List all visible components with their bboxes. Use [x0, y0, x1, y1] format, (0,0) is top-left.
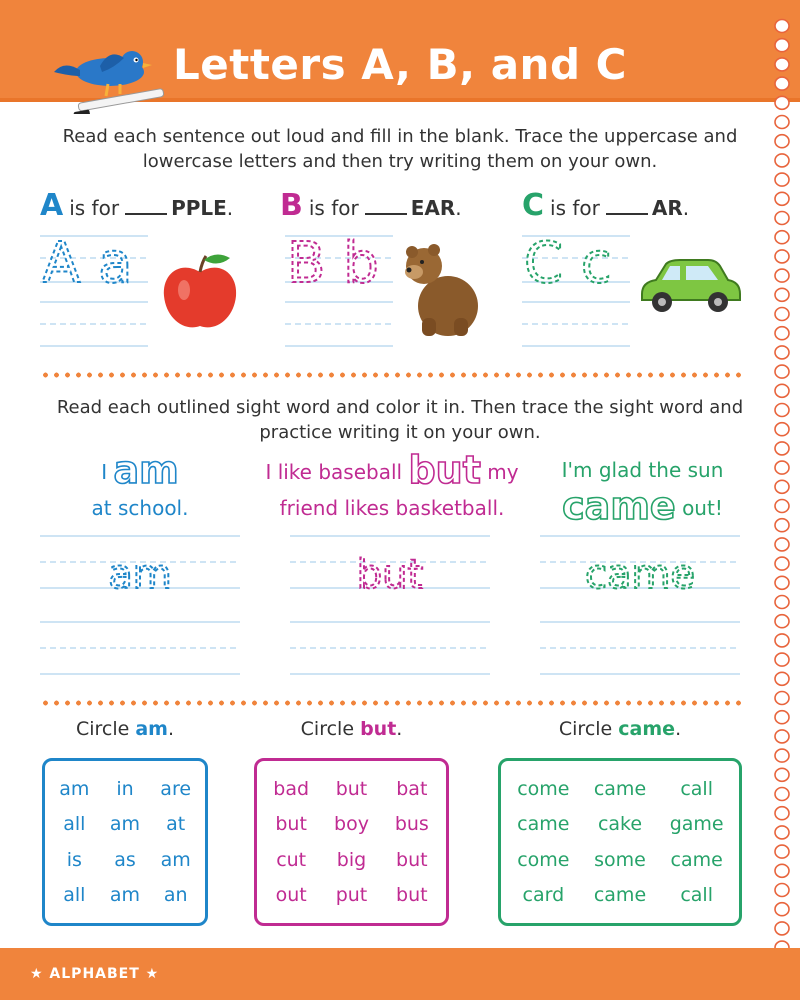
grid-word[interactable]: out	[275, 884, 307, 907]
ring	[775, 768, 789, 781]
word-rest-c: AR	[651, 196, 683, 220]
ring	[775, 615, 789, 628]
ring	[775, 173, 789, 186]
trace-letters-a: A a	[42, 231, 133, 296]
grid-word[interactable]: cake	[597, 813, 643, 836]
ring	[775, 384, 789, 397]
ring	[775, 845, 789, 858]
grid-word[interactable]: as	[114, 848, 136, 871]
grid-word[interactable]: call	[680, 884, 713, 907]
grid-word[interactable]: at	[166, 813, 186, 836]
ring	[775, 154, 789, 167]
ring	[775, 231, 789, 244]
ring	[775, 96, 789, 109]
car-icon	[636, 256, 744, 318]
grid-word[interactable]: bad	[273, 777, 310, 800]
grid-word[interactable]: are	[160, 777, 192, 800]
grid-word[interactable]: but	[335, 777, 368, 800]
grid-word[interactable]: am	[109, 813, 141, 836]
ring	[775, 212, 789, 225]
letters-instructions: Read each sentence out loud and fill in the blank. Trace the uppercase and lowercase letters and then try writing them on your own.	[62, 126, 738, 172]
grid-word[interactable]: came	[670, 848, 723, 871]
letter-b: B	[280, 188, 303, 223]
ring	[775, 903, 789, 916]
grid-word[interactable]: but	[396, 848, 428, 871]
trace-area-but[interactable]	[290, 532, 495, 682]
ring	[775, 269, 789, 282]
grid-word[interactable]: am	[160, 848, 191, 871]
ring	[775, 423, 789, 436]
grid-word[interactable]: is	[66, 848, 82, 871]
letter-b-prompt: Bis for EAR.	[280, 188, 462, 223]
ring	[775, 288, 789, 301]
ring	[775, 557, 789, 570]
letter-a: A	[40, 188, 64, 223]
trace-area-came[interactable]	[540, 532, 745, 682]
ring	[775, 884, 789, 897]
fill-blank-c[interactable]	[606, 197, 648, 215]
fill-blank-a[interactable]	[125, 197, 167, 215]
sight-words-instructions: Read each outlined sight word and color it in. Then trace the sight word and practice writing it on your own.	[56, 397, 744, 443]
circle-title-but: Circle but.	[300, 718, 403, 740]
ring	[775, 58, 789, 71]
grid-word[interactable]: came	[517, 813, 570, 836]
notebook-rings-icon	[766, 14, 800, 1000]
dotted-divider	[40, 372, 745, 378]
ring	[775, 39, 789, 52]
letter-c: C	[522, 188, 545, 223]
word-rest-b: EAR	[410, 196, 456, 220]
ring	[775, 365, 789, 378]
grid-word[interactable]: boy	[334, 813, 369, 836]
is-for-label: is for	[550, 196, 600, 220]
trace-letters-b: B b	[287, 231, 379, 296]
ring	[775, 346, 789, 359]
word-rest-a: PPLE	[171, 196, 227, 220]
ring	[775, 807, 789, 820]
fill-blank-b[interactable]	[365, 197, 407, 215]
grid-word[interactable]: bat	[396, 777, 428, 800]
ring	[775, 922, 789, 935]
grid-word[interactable]: come	[517, 777, 570, 800]
ring	[775, 308, 789, 321]
ring	[775, 500, 789, 513]
ring	[775, 864, 789, 877]
grid-word[interactable]: big	[336, 848, 367, 871]
grid-word[interactable]: put	[335, 884, 368, 907]
trace-word-but: but	[356, 552, 424, 598]
sight-sentence-but: I like baseball but my friend likes basketball.	[265, 448, 519, 520]
letter-a-prompt: Ais for PPLE.	[40, 188, 234, 223]
grid-word[interactable]: come	[517, 848, 570, 871]
outlined-word-am[interactable]: am	[113, 448, 179, 492]
sight-sentence-came: I'm glad the sun came out!	[561, 458, 724, 528]
ring	[775, 519, 789, 532]
ring	[775, 538, 789, 551]
footer-label: ★ ALPHABET ★	[30, 966, 160, 982]
ring	[775, 653, 789, 666]
grid-word[interactable]: an	[163, 884, 188, 907]
apple-icon	[160, 250, 240, 332]
trace-area-b[interactable]	[285, 228, 395, 353]
word-grid-but	[254, 758, 449, 926]
grid-word[interactable]: but	[396, 884, 428, 907]
ring	[775, 404, 789, 417]
grid-word[interactable]: came	[593, 884, 647, 907]
ring	[775, 77, 789, 90]
ring	[775, 730, 789, 743]
is-for-label: is for	[308, 196, 359, 220]
circle-title-am: Circle am.	[75, 718, 175, 740]
ring	[775, 749, 789, 762]
grid-word[interactable]: bus	[394, 813, 429, 836]
circle-title-came: Circle came.	[558, 718, 682, 740]
ring	[775, 480, 789, 493]
ring	[775, 327, 789, 340]
ring	[775, 692, 789, 705]
trace-word-came: came	[584, 552, 696, 598]
page-title: Letters A, B, and C	[173, 40, 627, 89]
trace-word-am: am	[108, 552, 172, 598]
grid-word[interactable]: but	[275, 813, 307, 836]
grid-word[interactable]: card	[522, 884, 565, 907]
sight-sentence-am: I am at school.	[91, 448, 189, 520]
word-grid-am	[42, 758, 208, 926]
grid-word[interactable]: call	[680, 777, 713, 800]
ring	[775, 596, 789, 609]
grid-word[interactable]: cut	[276, 848, 307, 871]
grid-word[interactable]: am	[59, 777, 90, 800]
ring	[775, 20, 789, 33]
outlined-word-but[interactable]: but	[408, 448, 481, 492]
grid-word[interactable]: all	[63, 813, 86, 836]
dotted-divider	[40, 700, 745, 706]
trace-letters-c: C c	[524, 231, 612, 296]
letter-c-prompt: Cis for AR.	[522, 188, 690, 223]
grid-word[interactable]: came	[593, 777, 647, 800]
ring	[775, 672, 789, 685]
ring	[775, 250, 789, 263]
ring	[775, 442, 789, 455]
ring	[775, 192, 789, 205]
is-for-label: is for	[69, 196, 120, 220]
grid-word[interactable]: am	[109, 884, 141, 907]
trace-area-am[interactable]	[40, 532, 245, 682]
bluebird-mascot-icon	[50, 42, 170, 114]
grid-word[interactable]: game	[669, 813, 724, 836]
ring	[775, 634, 789, 647]
ring	[775, 461, 789, 474]
bear-icon	[402, 242, 482, 338]
trace-area-a[interactable]	[40, 228, 150, 353]
word-grid-came	[498, 758, 742, 926]
grid-word[interactable]: all	[63, 884, 86, 907]
ring	[775, 116, 789, 129]
ring	[775, 826, 789, 839]
ring	[775, 711, 789, 724]
grid-word[interactable]: some	[594, 848, 646, 871]
ring	[775, 576, 789, 589]
ring	[775, 135, 789, 148]
trace-area-c[interactable]	[522, 228, 632, 353]
footer-bar	[0, 948, 800, 1000]
outlined-word-came[interactable]: came	[562, 484, 676, 528]
grid-word[interactable]: in	[116, 777, 134, 800]
ring	[775, 788, 789, 801]
